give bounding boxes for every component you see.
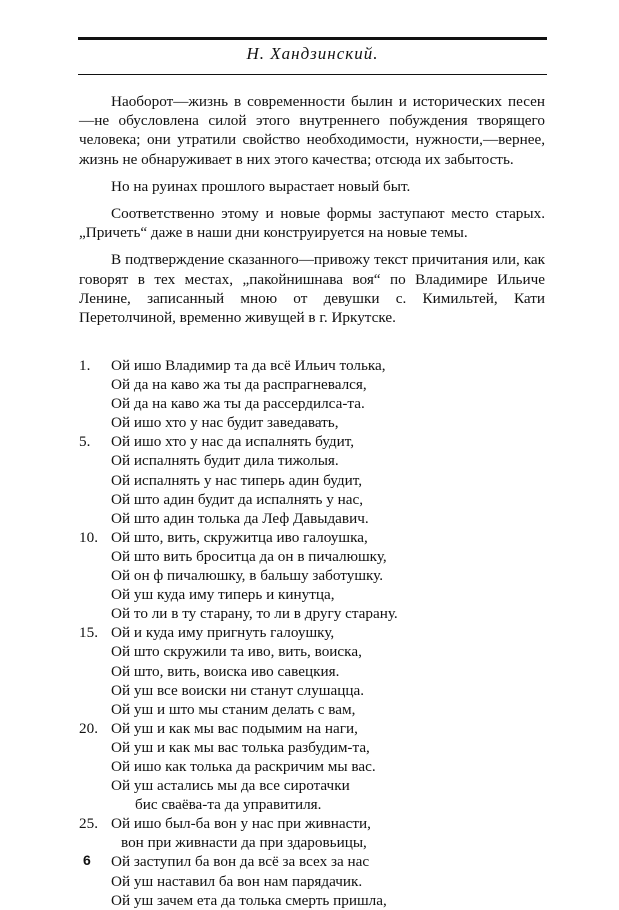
verse-line-number: 20. bbox=[79, 719, 98, 737]
verse-line-text: Ой што вить броситца да он в пичалюшку, bbox=[111, 547, 387, 565]
verse-line-text: Ой да на каво жа ты да рассердилса-та. bbox=[111, 395, 365, 413]
verse-line bbox=[79, 795, 545, 814]
page-number: 6 bbox=[83, 852, 91, 868]
paragraph: Но на руинах прошлого вырастает новый быт. bbox=[111, 177, 411, 195]
verse-line-text: Ой испалнять у нас типерь адин будит, bbox=[111, 471, 363, 489]
verse-line bbox=[79, 623, 545, 642]
verse-line bbox=[79, 585, 545, 604]
verse-line-text: вон при живнасти да при здаровьицы, bbox=[121, 834, 367, 852]
verse-line-text: Ой уш наставил ба вон нам парядачик. bbox=[111, 872, 363, 890]
verse-line-text: Ой заступил ба вон да всё за всех за нас bbox=[111, 853, 370, 871]
verse-line-text: Ой ишо хто у нас будит заведавать, bbox=[111, 414, 339, 432]
verse-line bbox=[79, 700, 545, 719]
verse-line-text: Ой уш и как мы вас подымим на наги, bbox=[111, 719, 358, 737]
verse-line bbox=[79, 566, 545, 585]
verse-line bbox=[79, 509, 545, 528]
verse-line-text: Ой да на каво жа ты да распрагневался, bbox=[111, 376, 367, 394]
verse-line-number: 1. bbox=[79, 357, 91, 374]
verse-line bbox=[79, 776, 545, 795]
verse-line bbox=[79, 413, 545, 432]
verse-line-text: Ой ишо как толька да раскричим мы вас. bbox=[111, 757, 376, 775]
verse-line bbox=[79, 642, 545, 661]
verse-line-number: 5. bbox=[79, 433, 91, 451]
header-rule-top bbox=[78, 37, 547, 40]
verse-line-text: Ой уш куда иму типерь и кинутца, bbox=[111, 586, 335, 604]
verse-line-text: Ой што адин толька да Леф Давыдавич. bbox=[111, 509, 369, 527]
lament-verse bbox=[79, 356, 545, 910]
paragraph: Соответственно этому и новые формы заступают место старых. „Причеть“ даже в наши дни конструируется на новые темы. bbox=[79, 205, 545, 242]
verse-line-text: Ой што адин будит да испалнять у нас, bbox=[111, 490, 363, 508]
verse-line bbox=[79, 547, 545, 566]
verse-line-text: Ой што, вить, воиска иво савецкия. bbox=[111, 662, 340, 680]
verse-line bbox=[79, 852, 545, 871]
verse-line-text: Ой што скружили та иво, вить, воиска, bbox=[111, 643, 362, 661]
verse-line-text: Ой уш и как мы вас толька разбудим-та, bbox=[111, 738, 370, 756]
verse-line-text: Ой уш зачем ета да толька смерть пришла, bbox=[111, 891, 387, 909]
verse-line bbox=[79, 528, 545, 547]
verse-line-text: Ой што, вить, скружитца иво галоушка, bbox=[111, 528, 368, 546]
verse-line bbox=[79, 375, 545, 394]
verse-line-text: Ой ишо был-ба вон у нас при живнасти, bbox=[111, 815, 371, 833]
verse-line bbox=[79, 604, 545, 623]
verse-line bbox=[79, 662, 545, 681]
verse-line bbox=[79, 681, 545, 700]
verse-line bbox=[79, 356, 545, 375]
verse-line bbox=[79, 471, 545, 490]
verse-line-text: Ой ишо Владимир та да всё Ильич толька, bbox=[111, 357, 386, 374]
paragraph: В подтверждение сказанного—привожу текст причитания или, как говорят в тех местах, „пакойнишнава воя“ по Владимире Ильиче Ленине, записанный мною от девушки с. Кимильтей, Кати Перетолчиной, временно живущей в г. Иркутске. bbox=[79, 251, 545, 327]
running-title: Н. Хандзинский. bbox=[246, 44, 379, 63]
verse-line-text: Ой то ли в ту старану, то ли в другу старану. bbox=[111, 605, 398, 623]
verse-line-number: 10. bbox=[79, 528, 98, 546]
verse-line-text: Ой уш астались мы да все сиротачки bbox=[111, 777, 350, 795]
verse-line-text: Ой ишо хто у нас да испалнять будит, bbox=[111, 433, 355, 451]
verse-line bbox=[79, 833, 545, 852]
verse-line-text: Ой и куда иму пригнуть галоушку, bbox=[111, 624, 335, 642]
verse-line bbox=[79, 891, 545, 910]
verse-line-number: 15. bbox=[79, 624, 98, 642]
verse-line-text: бис сваёва-та да управитиля. bbox=[135, 796, 322, 814]
verse-line bbox=[79, 490, 545, 509]
verse-line bbox=[79, 394, 545, 413]
verse-line bbox=[79, 814, 545, 833]
paragraph: Наоборот—жизнь в современности былин и исторических песен—не обусловлена силой этого внутреннего побуждения творящего человека; они утратили свойство необходимости, нужности,—вернее, жизнь не обнаруживает в них этого качества; отсюда их забытость. bbox=[79, 93, 545, 168]
verse-line-text: Ой он ф пичалюшку, в бальшу заботушку. bbox=[111, 567, 384, 585]
prose-section bbox=[79, 92, 545, 335]
verse-line-text: Ой уш и што мы станим делать с вам, bbox=[111, 700, 356, 718]
verse-line bbox=[79, 757, 545, 776]
verse-line bbox=[79, 451, 545, 470]
verse-line bbox=[79, 719, 545, 738]
verse-line bbox=[79, 738, 545, 757]
verse-line-number: 25. bbox=[79, 815, 98, 833]
header-rule-bottom bbox=[78, 74, 547, 75]
verse-line-text: Ой испалнять будит дила тижолыя. bbox=[111, 452, 339, 470]
verse-line bbox=[79, 432, 545, 451]
verse-line-text: Ой уш все воиски ни станут слушацца. bbox=[111, 681, 365, 699]
